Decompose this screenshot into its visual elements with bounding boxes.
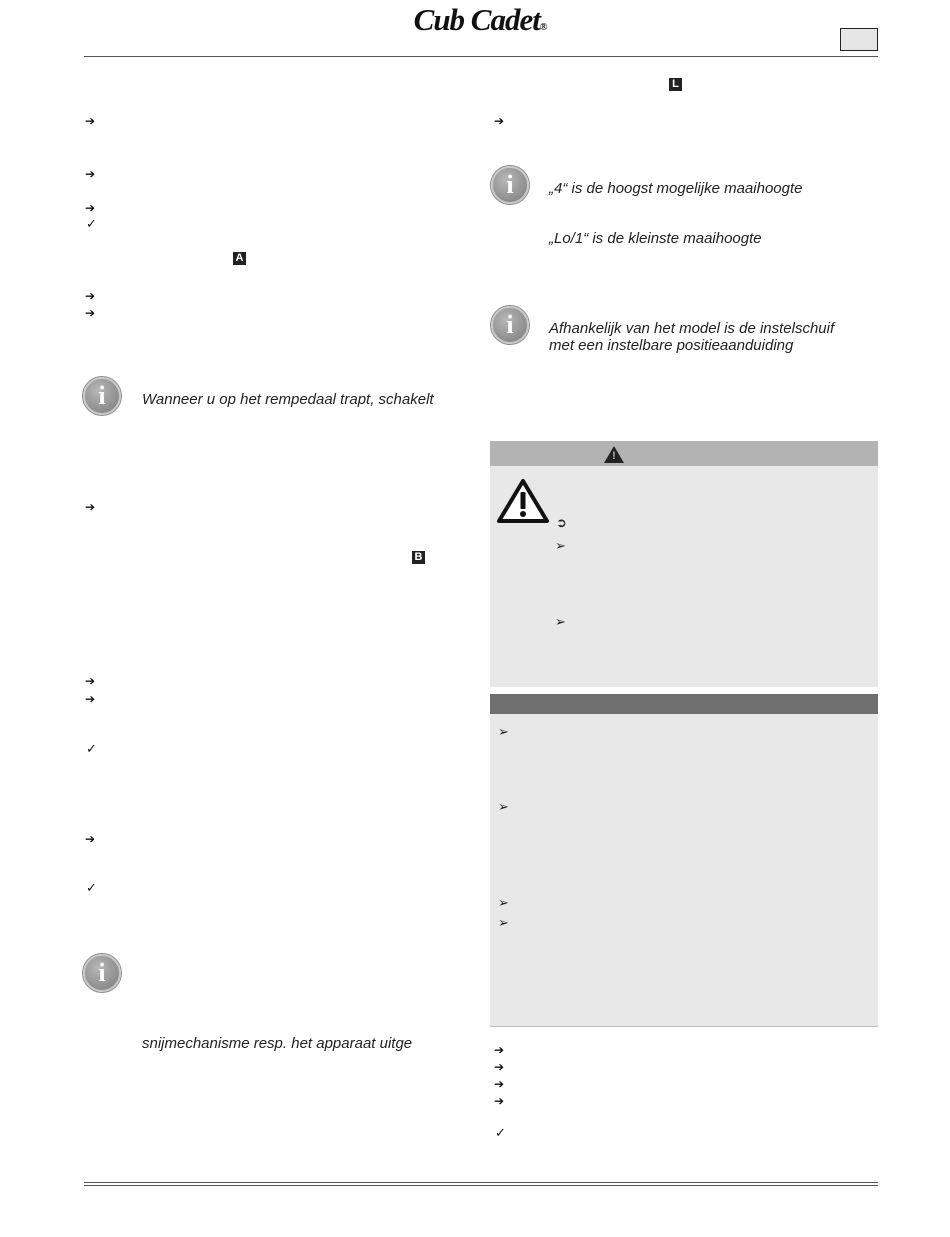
- header-rule: [84, 56, 878, 57]
- figure-label-a: A: [233, 252, 246, 265]
- arrow-icon: ➔: [85, 500, 96, 514]
- check-icon: ✓: [86, 741, 97, 756]
- arrow-icon: ➔: [494, 114, 505, 128]
- arrow-icon: ➔: [85, 167, 96, 181]
- note-text: Afhankelijk van het model is de instelschuif: [549, 320, 835, 337]
- logo-registered-mark: ®: [539, 22, 547, 33]
- arrow-icon: ➔: [85, 289, 96, 303]
- arrow-icon: ➔: [494, 1077, 505, 1091]
- check-icon: ✓: [86, 880, 97, 895]
- instruction-panel: [490, 694, 878, 1027]
- warning-header-bar: [490, 441, 878, 466]
- cub-cadet-logo: [380, 2, 580, 38]
- arrow-icon: ➔: [85, 674, 96, 688]
- arrow-icon: ➔: [85, 692, 96, 706]
- note-text: „4“ is de hoogst mogelijke maaihoogte: [549, 180, 803, 197]
- chevron-icon: ➢: [555, 614, 566, 629]
- info-icon: i: [491, 306, 529, 344]
- chevron-icon: ➢: [498, 915, 509, 930]
- warning-triangle-icon: [496, 478, 550, 524]
- footer-rule: [84, 1182, 878, 1186]
- figure-label-b: B: [412, 551, 425, 564]
- arrow-icon: ➔: [85, 306, 96, 320]
- note-text: Wanneer u op het rempedaal trapt, schakelt: [142, 391, 434, 408]
- chevron-icon: ➢: [555, 538, 566, 553]
- arrow-icon: ➔: [494, 1043, 505, 1057]
- circle-arrow-icon: ➲: [556, 515, 567, 530]
- info-icon: i: [83, 377, 121, 415]
- chevron-icon: ➢: [498, 724, 509, 739]
- arrow-icon: ➔: [494, 1094, 505, 1108]
- logo-text: Cub Cadet: [413, 2, 540, 37]
- note-text: „Lo/1“ is de kleinste maaihoogte: [549, 230, 762, 247]
- instruction-header-bar: [490, 694, 878, 714]
- check-icon: ✓: [495, 1125, 506, 1140]
- note-text: snijmechanisme resp. het apparaat uitge: [142, 1035, 413, 1052]
- arrow-icon: ➔: [494, 1060, 505, 1074]
- note-text: met een instelbare positieaanduiding: [549, 337, 794, 354]
- check-icon: ✓: [86, 216, 97, 231]
- warning-small-mark: !: [612, 450, 616, 462]
- arrow-icon: ➔: [85, 114, 96, 128]
- page-number-box: [840, 28, 878, 51]
- info-icon: i: [491, 166, 529, 204]
- chevron-icon: ➢: [498, 799, 509, 814]
- arrow-icon: ➔: [85, 832, 96, 846]
- figure-label-l: L: [669, 78, 682, 91]
- info-icon: i: [83, 954, 121, 992]
- arrow-icon: ➔: [85, 201, 96, 215]
- chevron-icon: ➢: [498, 895, 509, 910]
